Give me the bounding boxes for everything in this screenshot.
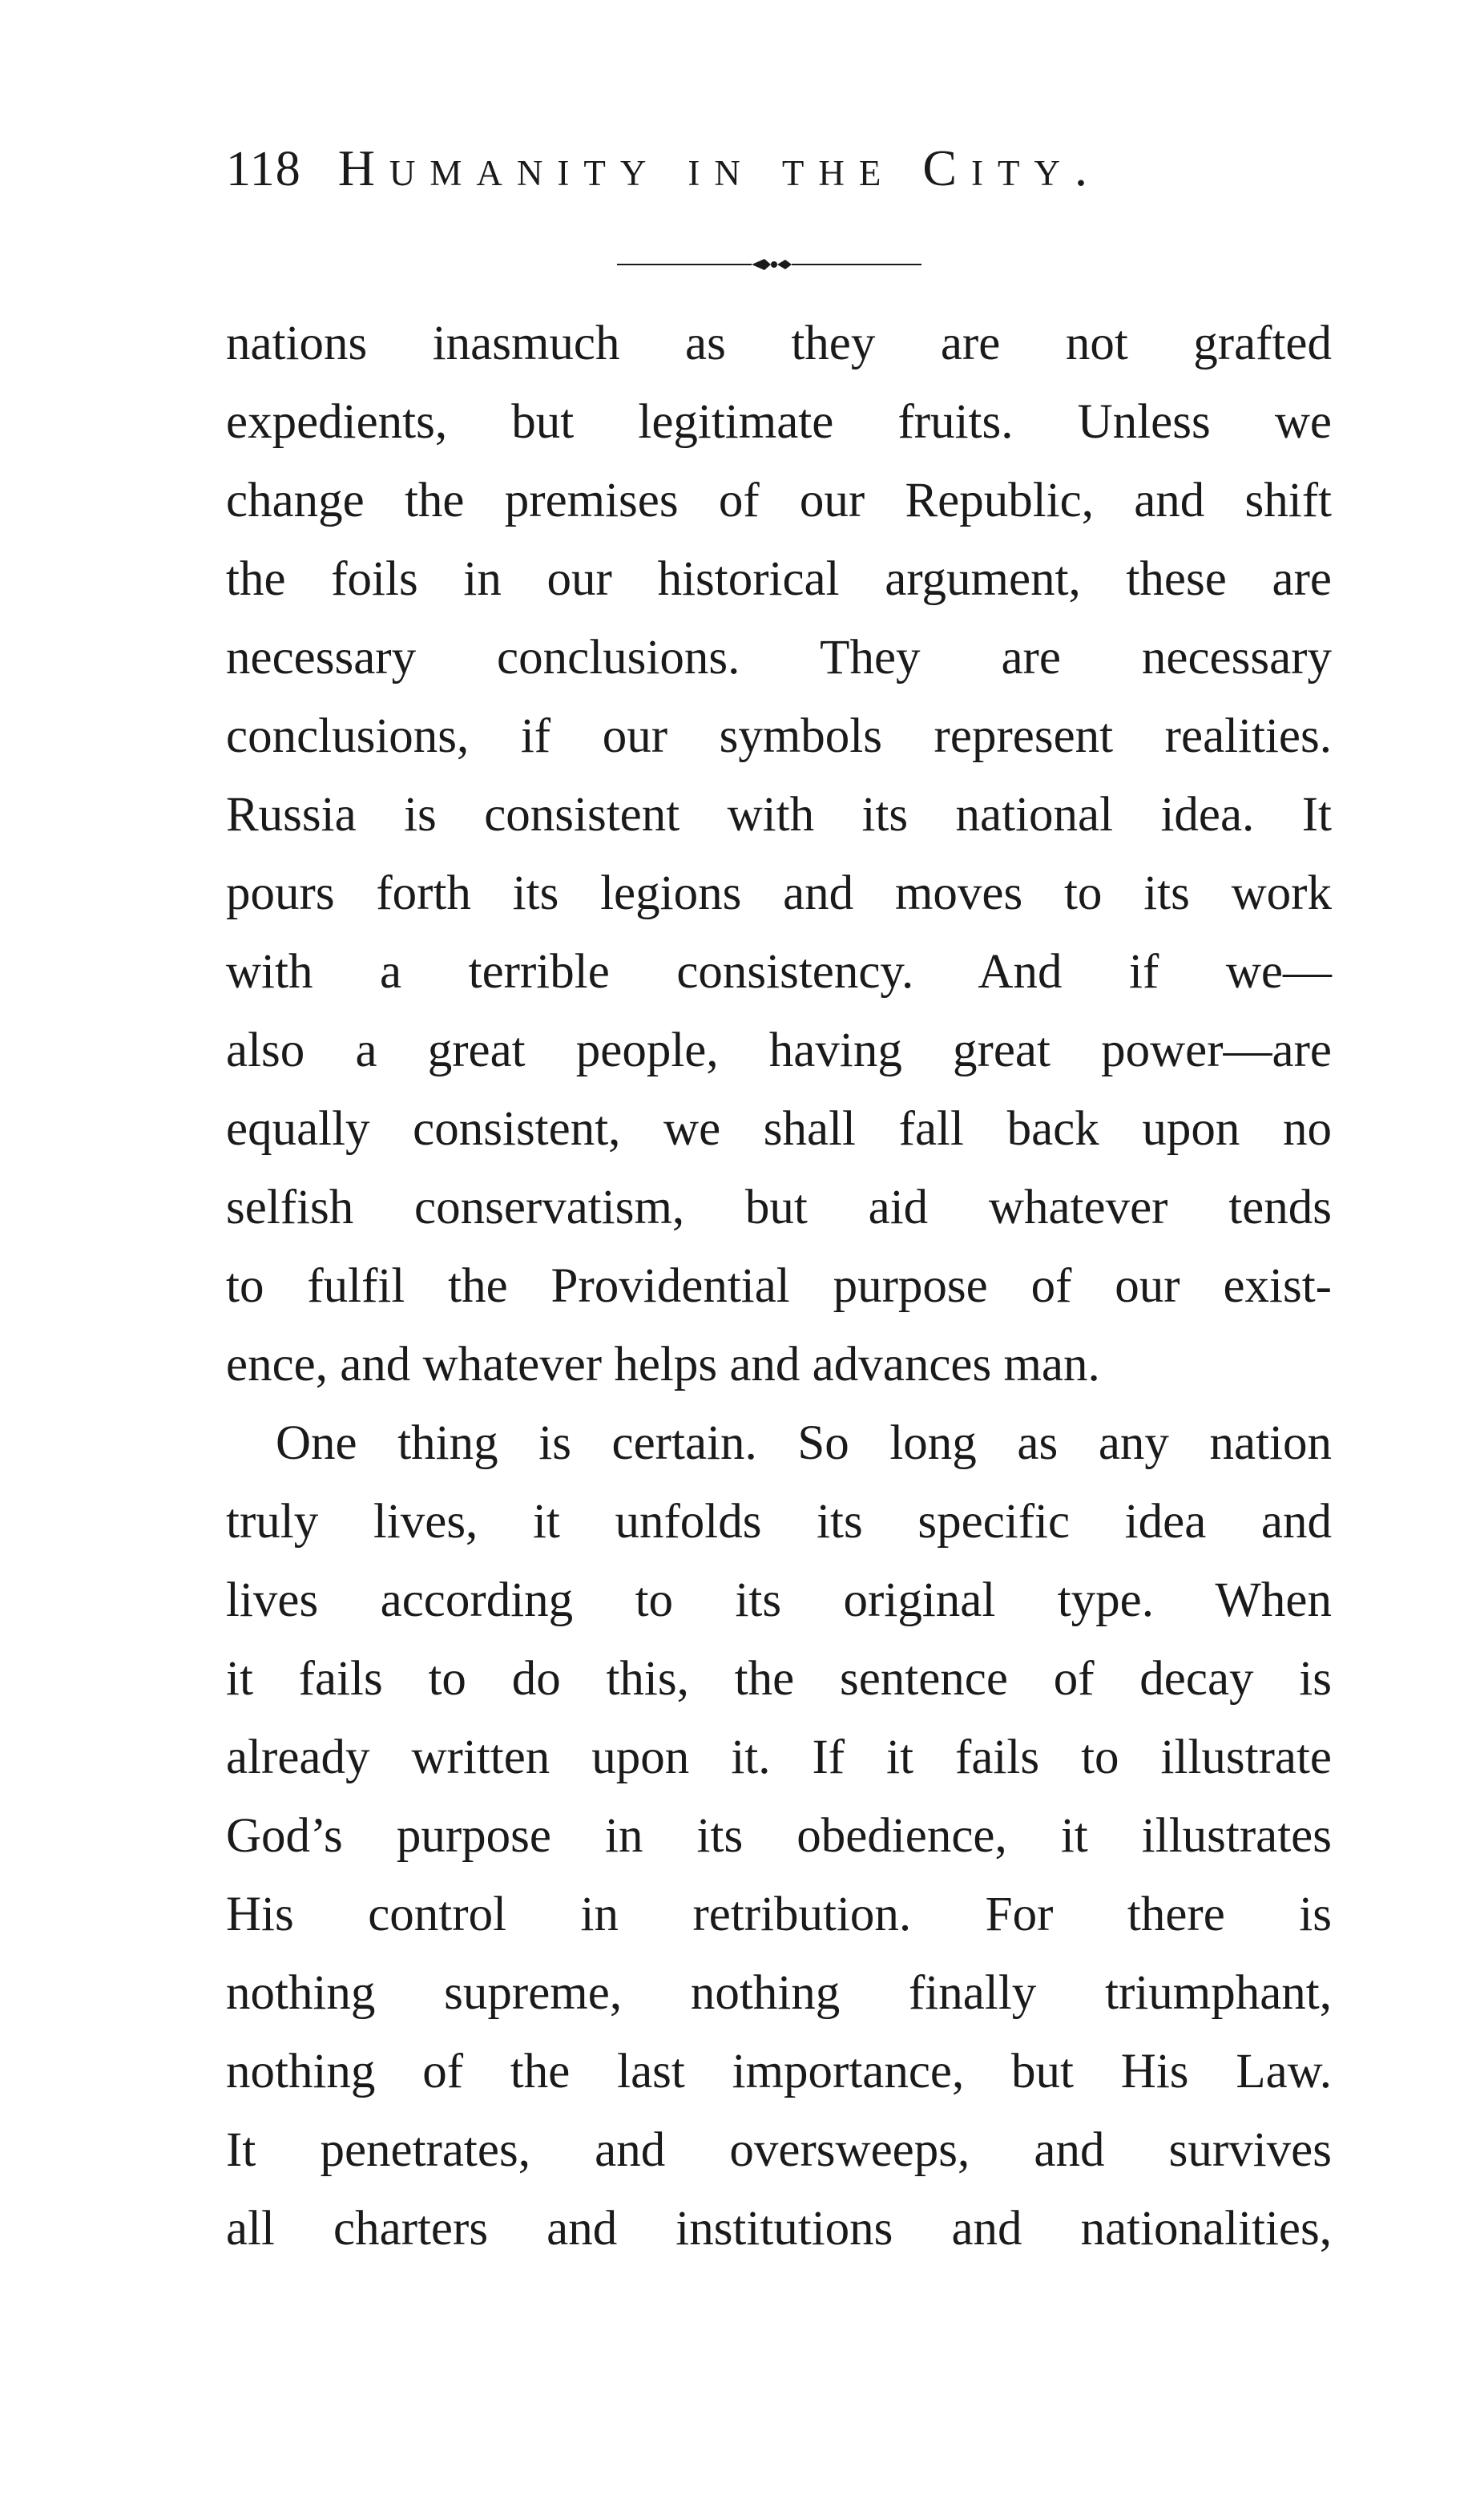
text-line: truly lives, it unfolds its specific idea and: [226, 1495, 1332, 1549]
text-line: expedients, but legitimate fruits. Unless we: [226, 395, 1332, 449]
text-line: nothing supreme, nothing finally triumphant,: [226, 1966, 1332, 2020]
text-line: with a terrible consistency. And if we—: [226, 945, 1332, 999]
text-line: equally consistent, we shall fall back upon no: [226, 1102, 1332, 1156]
text-line: ence, and whatever helps and advances man.: [226, 1338, 1100, 1391]
text-line: it fails to do this, the sentence of decay is: [226, 1652, 1332, 1706]
text-line: all charters and institutions and nationalities,: [226, 2202, 1332, 2256]
text-line: God’s purpose in its obedience, it illustrates: [226, 1809, 1332, 1863]
text-line: lives according to its original type. When: [226, 1573, 1332, 1627]
text-line: the foils in our historical argument, these are: [226, 552, 1332, 606]
text-line: already written upon it. If it fails to illustrate: [226, 1731, 1332, 1784]
text-line: nations inasmuch as they are not grafted: [226, 317, 1332, 370]
text-line: nothing of the last importance, but His Law.: [226, 2045, 1332, 2098]
body-text: [226, 305, 1332, 2268]
text-line: conclusions, if our symbols represent realities.: [226, 709, 1332, 763]
ornament-rule-icon: [617, 255, 921, 274]
running-title: Humanity in the City.: [337, 139, 1103, 196]
running-head: [226, 136, 1102, 201]
text-line: necessary conclusions. They are necessary: [226, 631, 1332, 685]
page-number: 118: [226, 142, 301, 196]
text-line: pours forth its legions and moves to its work: [226, 866, 1332, 920]
text-line: His control in retribution. For there is: [226, 1888, 1332, 1941]
text-line: It penetrates, and oversweeps, and survives: [226, 2123, 1332, 2177]
text-line: to fulfil the Providential purpose of our exist-: [226, 1259, 1332, 1313]
text-line: One thing is certain. So long as any nation: [276, 1416, 1332, 1470]
text-line: also a great people, having great power—are: [226, 1024, 1332, 1077]
text-line: change the premises of our Republic, and shift: [226, 474, 1332, 527]
text-line: Russia is consistent with its national idea. It: [226, 788, 1332, 842]
text-line: selfish conservatism, but aid whatever tends: [226, 1181, 1332, 1234]
